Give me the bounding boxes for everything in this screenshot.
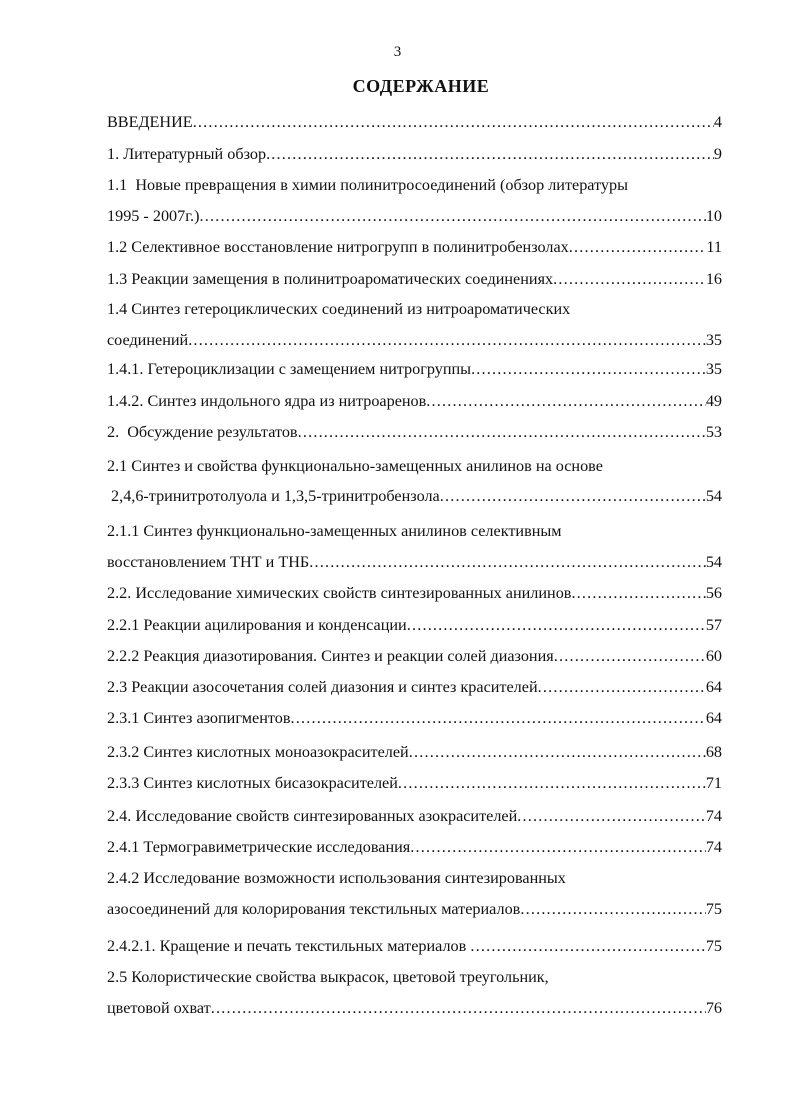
toc-page-number: 9: [713, 145, 722, 163]
toc-line: [107, 805, 722, 827]
toc-page-number: 56: [705, 584, 722, 602]
toc-page-number: 71: [705, 774, 722, 792]
toc-entry-text: 2.4.1 Термогравиметрические исследования: [107, 838, 411, 856]
toc-line: [107, 236, 722, 258]
dot-leader: [520, 898, 705, 920]
toc-line: [107, 582, 722, 604]
toc-page-number: 16: [705, 270, 722, 288]
toc-entry-text: цветовой охват: [107, 999, 211, 1017]
dot-leader: [426, 390, 706, 412]
toc-entry-text: 2.1 Синтез и свойства функционально-замещенных анилинов на основе: [107, 457, 603, 475]
toc-line: [107, 205, 722, 227]
dot-leader: [471, 358, 706, 380]
dot-leader: [188, 329, 706, 351]
toc-line: [107, 614, 722, 636]
dot-leader: [569, 236, 707, 258]
toc-line: [107, 935, 722, 957]
toc-page-number: 75: [705, 900, 722, 918]
toc-entry-text: 2.3.3 Синтез кислотных бисазокрасителей: [107, 774, 398, 792]
toc-entry-text: 2.2. Исследование химических свойств синтезированных анилинов: [107, 584, 572, 602]
toc-line: [107, 455, 722, 477]
toc-entry-text: 1.4 Синтез гетероциклических соединений из нитроароматических: [107, 300, 571, 318]
toc-entry-text: 2.2.2 Реакция диазотирования. Синтез и реакции солей диазония: [107, 647, 554, 665]
toc-line: [107, 867, 722, 889]
toc-page-number: 74: [705, 807, 722, 825]
toc-line: [107, 997, 722, 1019]
toc-line: [107, 520, 722, 542]
toc-line: [107, 772, 722, 794]
page-title: СОДЕРЖАНИЕ: [352, 76, 490, 96]
dot-leader: [410, 836, 706, 858]
toc-entry-text: ВВЕДЕНИЕ: [107, 113, 193, 131]
toc-entry-text: 2.4.2.1. Кращение и печать текстильных материалов: [107, 937, 471, 955]
dot-leader: [309, 551, 706, 573]
toc-line: [107, 111, 722, 133]
dot-leader: [290, 707, 705, 729]
toc-page-number: 4: [713, 113, 722, 131]
dot-leader: [211, 997, 706, 1019]
toc-line: [107, 551, 722, 573]
toc-line: [107, 645, 722, 667]
toc-line: [107, 174, 722, 196]
dot-leader: [440, 485, 706, 507]
dot-leader: [554, 645, 706, 667]
toc-entry-text: 2.5 Колористические свойства выкрасок, цветовой треугольник,: [107, 968, 549, 986]
toc-line: [107, 268, 722, 290]
toc-page-number: 53: [705, 423, 722, 441]
toc-page-number: 64: [705, 709, 722, 727]
toc-entry-text: восстановлением ТНТ и ТНБ: [107, 553, 310, 571]
toc-page-number: 76: [705, 999, 722, 1017]
toc-page-number: 60: [705, 647, 722, 665]
toc-page-number: 75: [705, 937, 722, 955]
dot-leader: [470, 935, 705, 957]
toc-page-number: 35: [705, 331, 722, 349]
toc-page-number: 10: [705, 207, 722, 225]
dot-leader: [571, 582, 705, 604]
toc-line: [107, 421, 722, 443]
dot-leader: [398, 772, 706, 794]
toc-line: [107, 298, 722, 320]
toc-line: [107, 966, 722, 988]
toc-line: [107, 358, 722, 380]
dot-leader: [298, 421, 706, 443]
dot-leader: [199, 205, 705, 227]
toc-entry-text: 1.3 Реакции замещения в полинитроароматических соединениях: [107, 270, 554, 288]
toc-entry-text: 2.3.2 Синтез кислотных моноазокрасителей: [107, 743, 409, 761]
toc-entry-text: 1.1 Новые превращения в химии полинитросоединений (обзор литературы: [107, 176, 628, 194]
page-number: 3: [393, 44, 402, 60]
toc-entry-text: 2. Обсуждение результатов: [107, 423, 298, 441]
toc-entry-text: 1.4.2. Синтез индольного ядра из нитроаренов: [107, 392, 427, 410]
toc-line: [107, 390, 722, 412]
toc-page-number: 68: [705, 743, 722, 761]
toc-entry-text: 1995 - 2007г.): [107, 207, 200, 225]
toc-entry-text: 2.1.1 Синтез функционально-замещенных анилинов селективным: [107, 522, 562, 540]
toc-page-number: 74: [705, 838, 722, 856]
dot-leader: [407, 614, 706, 636]
toc-line: [107, 485, 722, 507]
toc-entry-text: 1. Литературный обзор: [107, 145, 267, 163]
toc-page-number: 57: [705, 616, 722, 634]
toc-entry-text: 2.2.1 Реакции ацилирования и конденсации: [107, 616, 407, 634]
dot-leader: [553, 268, 706, 290]
toc-page-number: 11: [706, 238, 722, 256]
dot-leader: [409, 741, 706, 763]
toc-entry-text: 2.4. Исследование свойств синтезированных азокрасителей: [107, 807, 518, 825]
toc-entry-text: 2.3 Реакции азосочетания солей диазония и синтез красителей: [107, 678, 538, 696]
toc-entry-text: 1.4.1. Гетероциклизации с замещением нитрогруппы: [107, 360, 472, 378]
dot-leader: [193, 111, 714, 133]
dot-leader: [538, 676, 706, 698]
toc-entry-text: 2.3.1 Синтез азопигментов: [107, 709, 291, 727]
toc-line: [107, 898, 722, 920]
toc-page-number: 54: [705, 553, 722, 571]
dot-leader: [517, 805, 706, 827]
dot-leader: [266, 143, 714, 165]
toc-line: [107, 329, 722, 351]
toc-page-number: 54: [705, 487, 722, 505]
toc-entry-text: соединений: [107, 331, 189, 349]
toc-page-number: 64: [705, 678, 722, 696]
toc-entry-text: 2.4.2 Исследование возможности использования синтезированных: [107, 869, 566, 887]
toc-line: [107, 676, 722, 698]
toc-line: [107, 741, 722, 763]
toc-page-number: 35: [705, 360, 722, 378]
toc-line: [107, 143, 722, 165]
toc-entry-text: азосоединений для колорирования текстильных материалов: [107, 900, 521, 918]
toc-page-number: 49: [705, 392, 722, 410]
toc-line: [107, 836, 722, 858]
toc-entry-text: 1.2 Селективное восстановление нитрогрупп в полинитробензолах: [107, 238, 569, 256]
toc-line: [107, 707, 722, 729]
toc-entry-text: 2,4,6-тринитротолуола и 1,3,5-тринитробензола: [107, 487, 440, 505]
